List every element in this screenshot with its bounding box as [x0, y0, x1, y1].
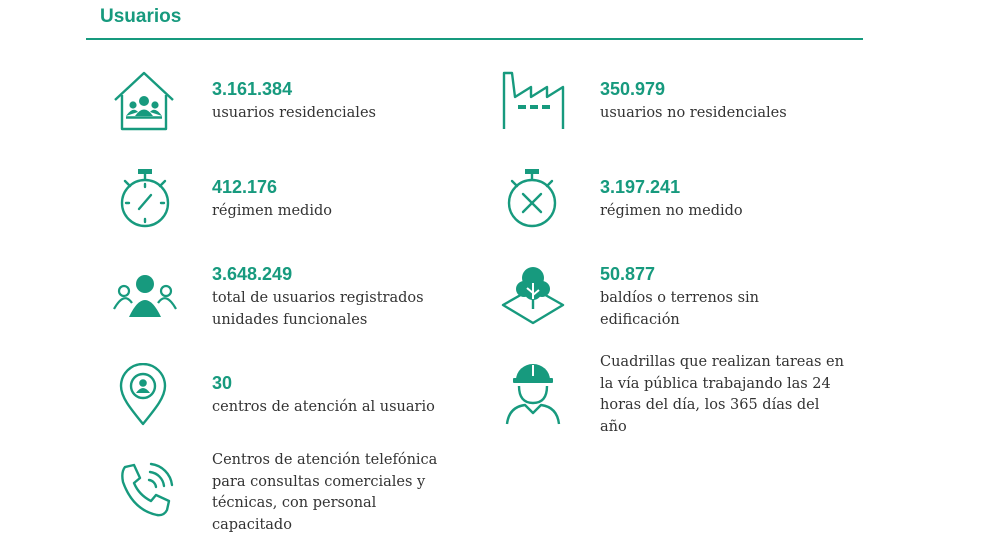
phone-call-icon	[113, 459, 175, 523]
stat-label: total de usuarios registrados unidades funcionales	[212, 290, 424, 328]
stat-value: 50.877	[600, 264, 656, 284]
location-user-icon	[118, 363, 168, 427]
tree-lot-icon	[500, 263, 566, 327]
stat-value: 3.161.384	[212, 79, 293, 99]
stat-value: 3.197.241	[600, 177, 681, 197]
stat-label: centros de atención al usuario	[212, 399, 435, 415]
stat-label: régimen no medido	[600, 203, 743, 219]
stat-label: Cuadrillas que realizan tareas en la vía pública trabajando las 24 horas del día, los 365 días del año	[600, 354, 844, 435]
factory-icon	[500, 70, 566, 132]
title-divider	[86, 38, 863, 40]
house-users-icon	[112, 70, 176, 132]
stat-value: 30	[212, 373, 233, 393]
stat-label: usuarios residenciales	[212, 105, 376, 121]
users-group-icon	[113, 274, 177, 320]
stat-label: usuarios no residenciales	[600, 105, 787, 121]
stopwatch-x-icon	[505, 167, 559, 231]
stat-label: baldíos o terrenos sin edificación	[600, 290, 759, 328]
section-title: Usuarios	[100, 6, 182, 27]
stat-value: 412.176	[212, 177, 278, 197]
stopwatch-icon	[118, 167, 172, 231]
stat-label: régimen medido	[212, 203, 332, 219]
worker-helmet-icon	[503, 358, 563, 426]
stat-value: 350.979	[600, 79, 666, 99]
stat-value: 3.648.249	[212, 264, 293, 284]
stat-label: Centros de atención telefónica para consultas comerciales y técnicas, con personal capacitado	[212, 452, 438, 533]
